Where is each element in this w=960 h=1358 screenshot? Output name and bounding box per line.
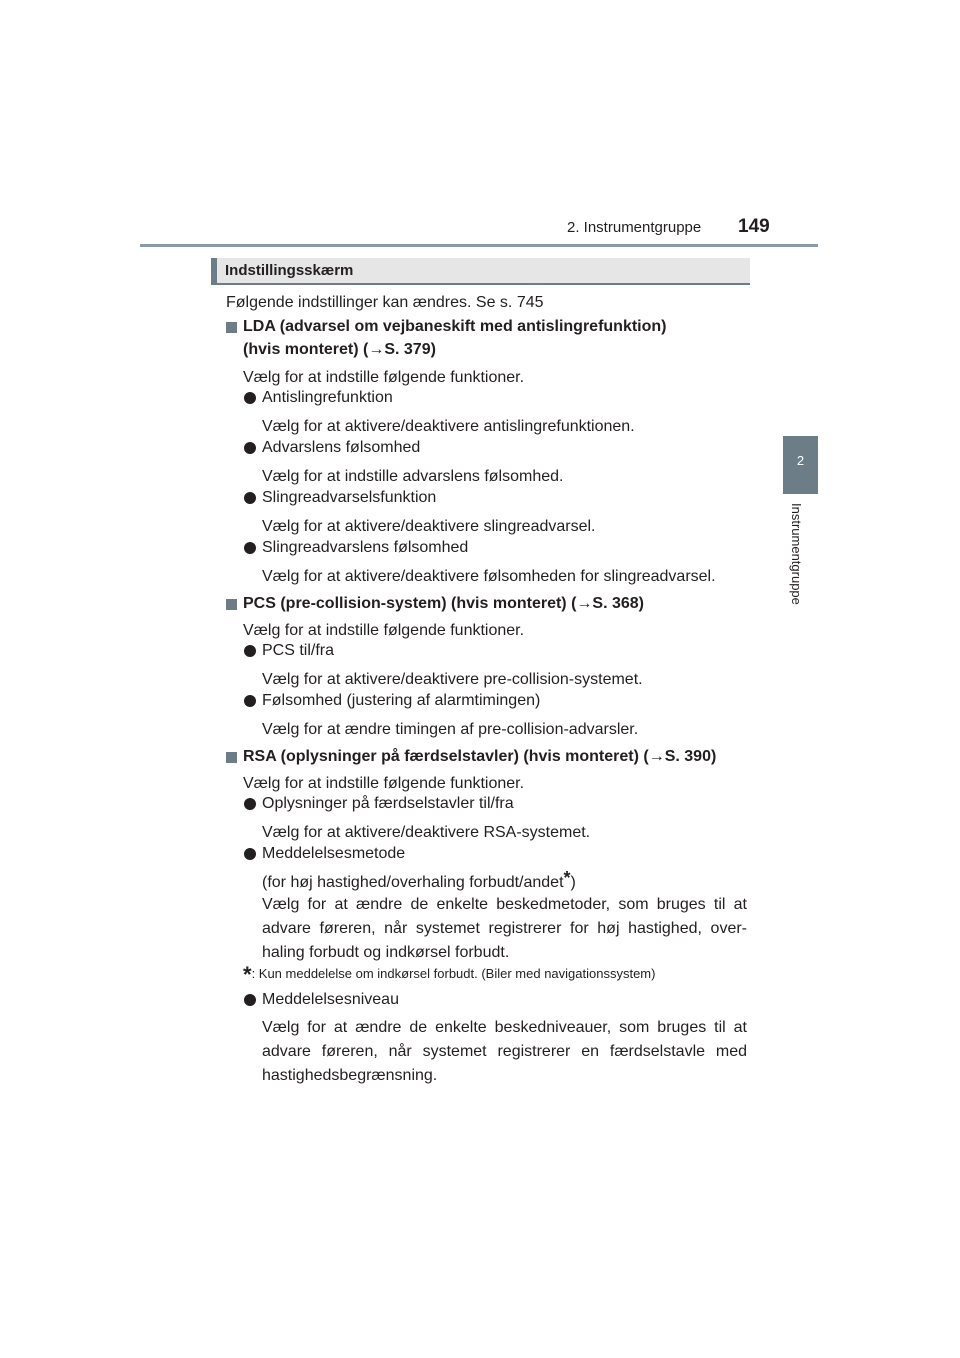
running-header-section: 2. Instrumentgruppe (567, 219, 702, 236)
lda-item-name: Antislingrefunktion (262, 389, 393, 406)
intro-text: Følgende indstillinger kan ændres. Se s. 745 (226, 294, 544, 311)
pcs-lead: Vælg for at indstille følgende funktioner. (243, 622, 525, 639)
lda-item-desc: Vælg for at aktivere/deaktivere følsomheden for slingreadvarsel. (262, 568, 716, 585)
section-heading-text: Indstillingsskærm (225, 262, 354, 279)
footnote-star: * (243, 962, 252, 987)
lda-title: LDA (advarsel om vejbaneskift med antislingrefunktion) (243, 318, 667, 335)
rsa-lead: Vælg for at indstille følgende funktioner. (243, 775, 525, 792)
rsa-item-name: Meddelelsesmetode (262, 845, 406, 862)
pcs-title: PCS (pre-collision-system) (hvis monteret) (→S. 368) (243, 595, 644, 612)
rsa-item-name: Meddelelsesniveau (262, 991, 399, 1008)
pcs-item-name: PCS til/fra (262, 642, 335, 659)
square-bullet-icon (226, 752, 237, 763)
pcs-item-desc: Vælg for at ændre timingen af pre-collision-advarsler. (262, 721, 639, 738)
rsa-item-subtitle: (for høj hastighed/overhaling forbudt/andet*) (262, 868, 576, 891)
footnote: *: Kun meddelelse om indkørsel forbudt. (Biler med navigationssystem) (243, 962, 656, 987)
footnote-marker: * (563, 868, 571, 888)
section-heading (211, 258, 750, 285)
lda-title-line2: (hvis monteret) (→S. 379) (243, 341, 436, 358)
bullet-icon (244, 392, 256, 404)
rsa-page-ref: →S. 390) (648, 748, 717, 765)
pcs-item-name: Følsomhed (justering af alarmtimingen) (262, 692, 541, 709)
pcs-item-desc: Vælg for at aktivere/deaktivere pre-collision-systemet. (262, 671, 643, 688)
rsa-title: RSA (oplysninger på færdselstavler) (hvis monteret) (→S. 390) (243, 748, 717, 765)
bullet-icon (244, 645, 256, 657)
lda-item-name: Slingreadvarslens følsomhed (262, 539, 469, 556)
chapter-tab: 2 (783, 436, 818, 494)
lda-lead: Vælg for at indstille følgende funktioner. (243, 369, 525, 386)
bullet-icon (244, 695, 256, 707)
rsa-item-name: Oplysninger på færdselstavler til/fra (262, 795, 514, 812)
bullet-icon (244, 542, 256, 554)
rsa-item-desc: Vælg for at aktivere/deaktivere RSA-systemet. (262, 824, 591, 841)
lda-item-name: Advarslens følsomhed (262, 439, 421, 456)
square-bullet-icon (226, 599, 237, 610)
header-divider (140, 244, 818, 247)
rsa-item-desc: Vælg for at ændre de enkelte beskedniveauer, som bruges til at advare føreren, når systemet registrerer en færdselstavle med hastighedsbegrænsning. (262, 1019, 747, 1084)
lda-item-name: Slingreadvarselsfunktion (262, 489, 437, 506)
bullet-icon (244, 442, 256, 454)
square-bullet-icon (226, 322, 237, 333)
lda-item-desc: Vælg for at indstille advarslens følsomhed. (262, 468, 564, 485)
bullet-icon (244, 492, 256, 504)
pcs-page-ref: →S. 368) (576, 595, 644, 612)
lda-item-desc: Vælg for at aktivere/deaktivere slingreadvarsel. (262, 518, 596, 535)
bullet-icon (244, 848, 256, 860)
bullet-icon (244, 798, 256, 810)
lda-page-ref: →S. 379) (368, 341, 436, 358)
section-heading-bar (211, 258, 217, 283)
chapter-tab-label: Instrumentgruppe (789, 503, 804, 605)
lda-item-desc: Vælg for at aktivere/deaktivere antislingrefunktionen. (262, 418, 635, 435)
page-number: 149 (738, 216, 770, 237)
rsa-item-desc: Vælg for at ændre de enkelte beskedmetoder, som bruges til at advare føreren, når systemet registrerer for høj hastighed, over-haling forbudt og indkørsel forbudt. (262, 896, 747, 961)
bullet-icon (244, 994, 256, 1006)
